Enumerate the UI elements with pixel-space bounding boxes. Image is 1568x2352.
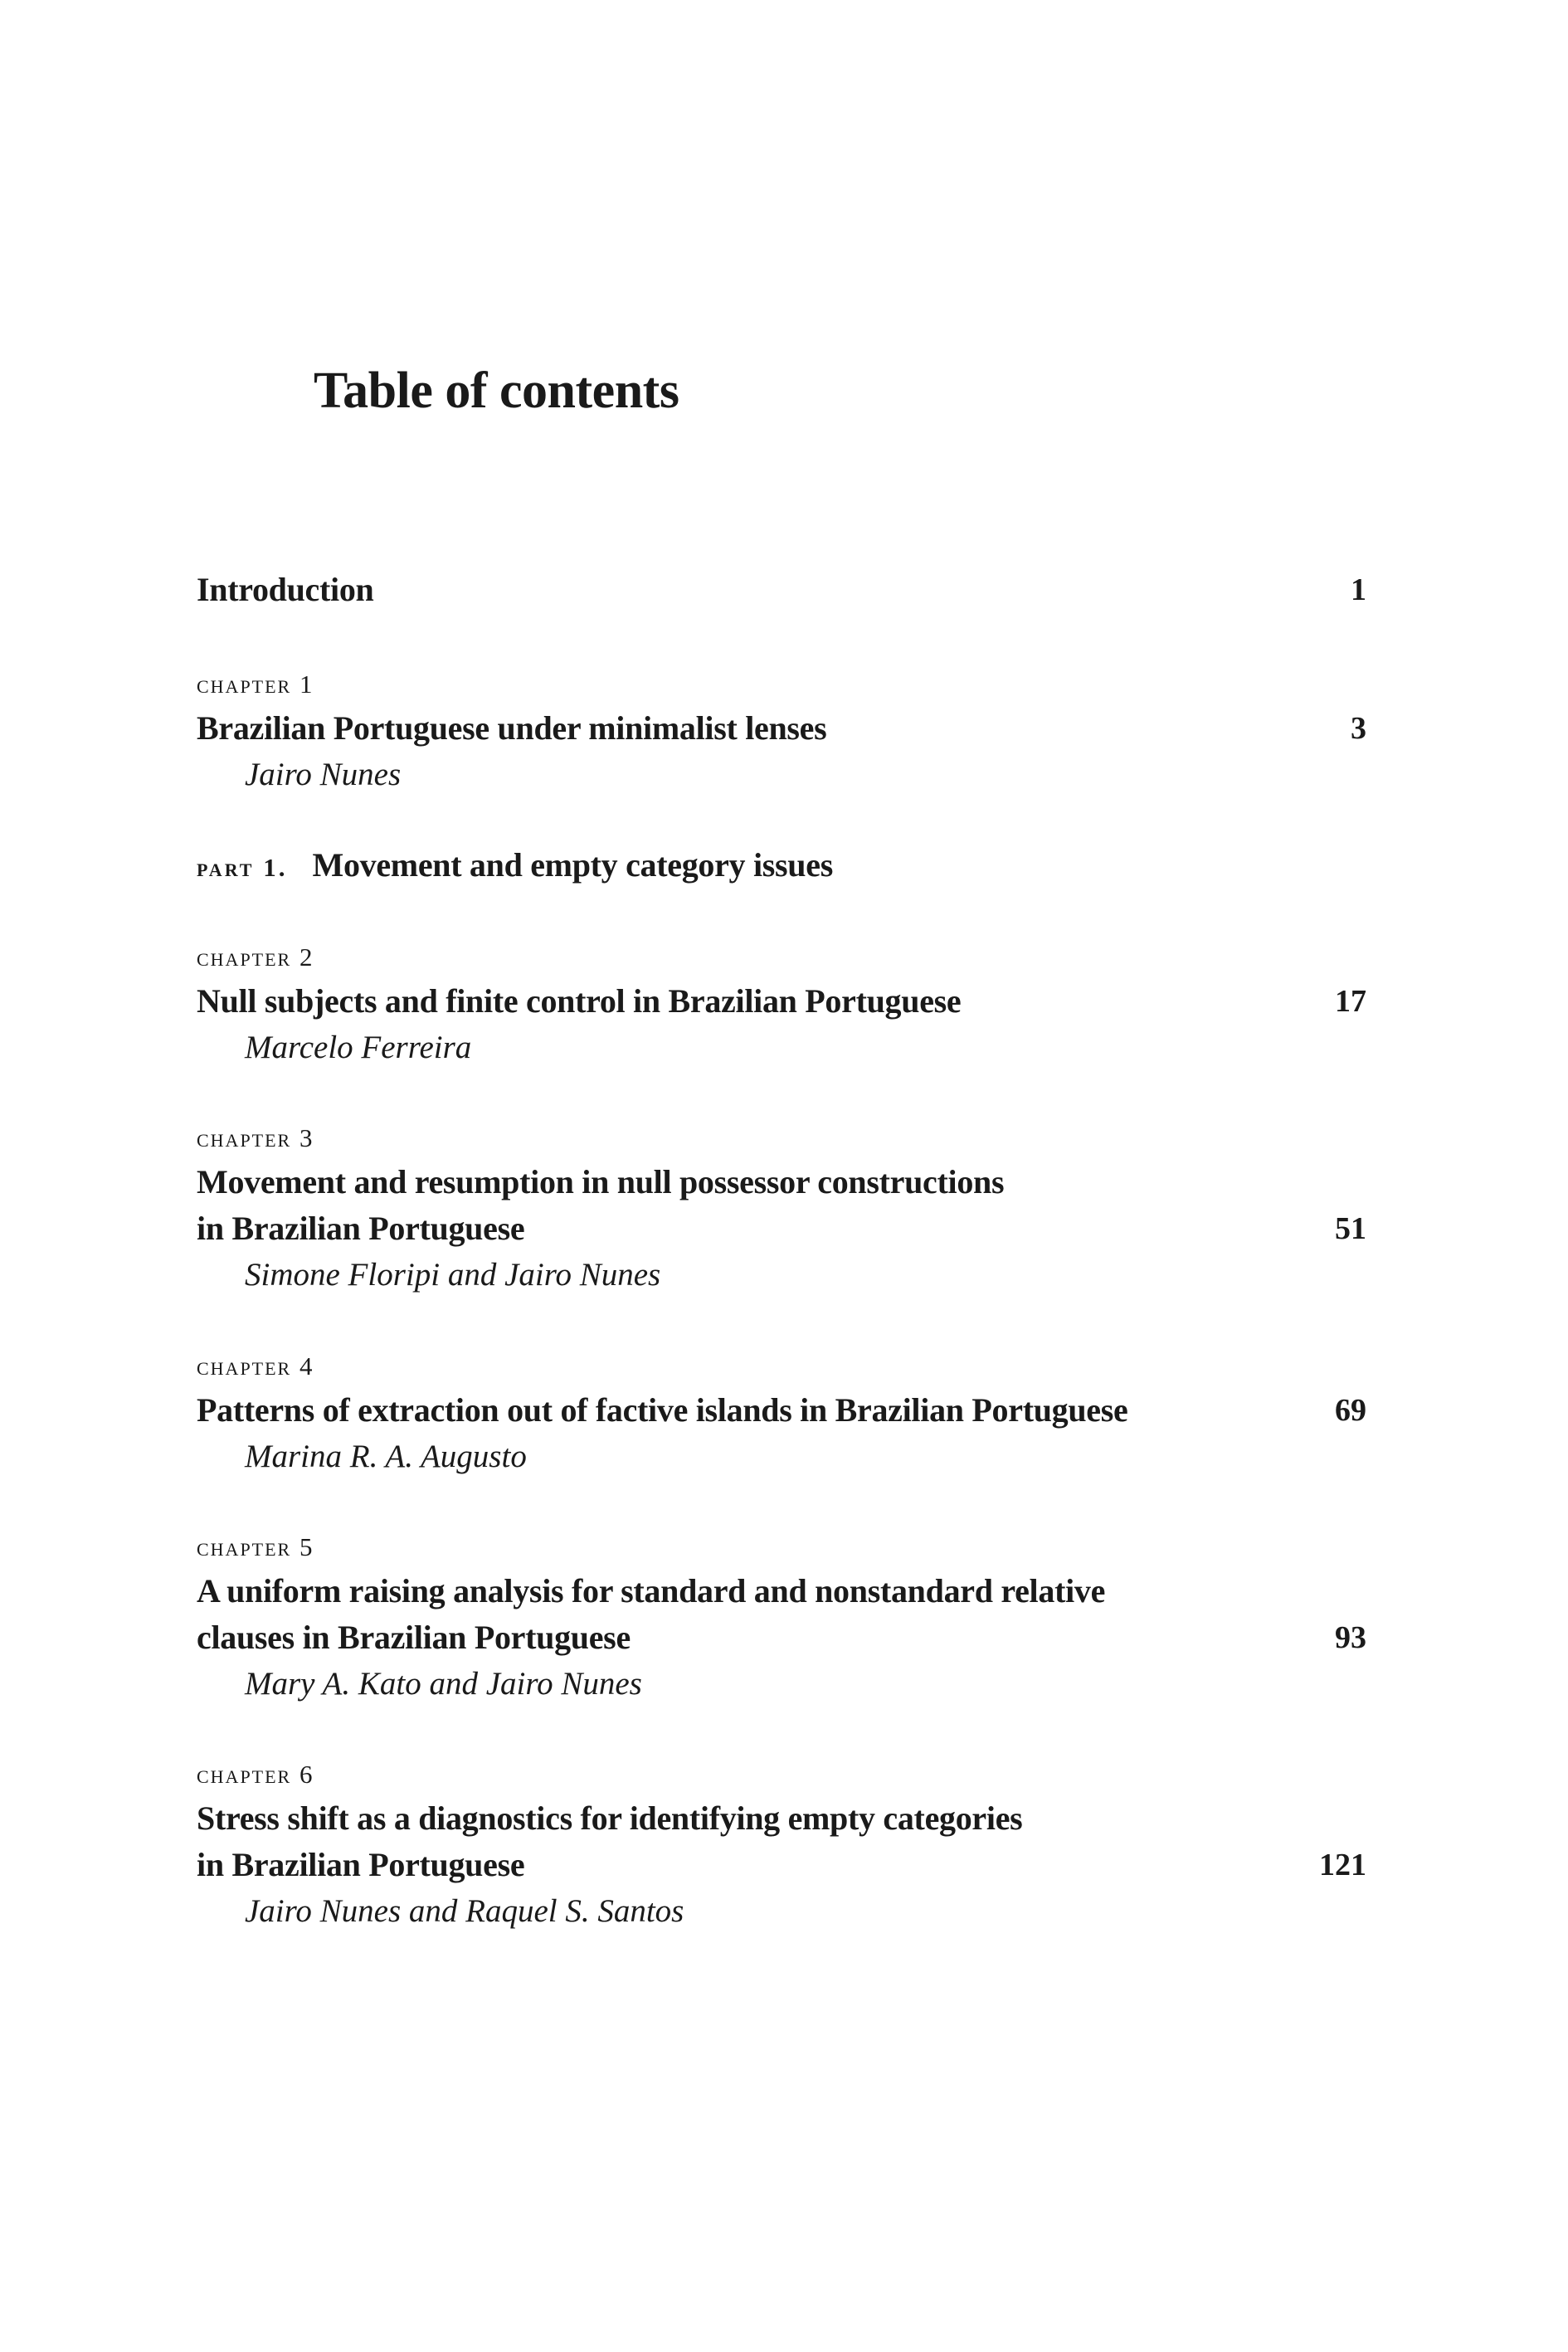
- toc-entry-introduction: [197, 567, 1366, 613]
- entry-author: Marcelo Ferreira: [245, 1030, 472, 1065]
- toc-entry-chapter-4: [197, 1346, 1366, 1480]
- page-number: 51: [1335, 1211, 1366, 1246]
- chapter-label: chapter 1: [197, 670, 314, 699]
- page-number: 93: [1335, 1620, 1366, 1655]
- toc-entry-chapter-3: [197, 1118, 1366, 1298]
- page-title: Table of contents: [314, 363, 679, 419]
- entry-title-line-2: clauses in Brazilian Portuguese: [197, 1619, 631, 1656]
- entry-title-line-1: Movement and resumption in null possessor constructions: [197, 1163, 1005, 1200]
- toc-entry-chapter-6: [197, 1754, 1366, 1935]
- entry-author: Simone Floripi and Jairo Nunes: [245, 1257, 661, 1293]
- chapter-label: chapter 4: [197, 1351, 314, 1381]
- toc-entry-chapter-2: [197, 937, 1366, 1071]
- entry-author: Marina R. A. Augusto: [245, 1439, 527, 1474]
- page-number: 1: [1351, 572, 1366, 607]
- page-number: 121: [1319, 1848, 1366, 1882]
- entry-title-line-2: in Brazilian Portuguese: [197, 1210, 525, 1247]
- toc-part-1: [197, 840, 1366, 890]
- entry-author: Jairo Nunes: [245, 757, 402, 792]
- entry-author: Jairo Nunes and Raquel S. Santos: [245, 1893, 684, 1929]
- part-label: part 1.: [197, 853, 288, 882]
- entry-title-line-1: Stress shift as a diagnostics for identifying empty categories: [197, 1799, 1023, 1837]
- chapter-label: chapter 3: [197, 1123, 314, 1152]
- page-number: 69: [1335, 1393, 1366, 1428]
- entry-author: Mary A. Kato and Jairo Nunes: [245, 1666, 642, 1702]
- toc-entry-chapter-5: [197, 1527, 1366, 1707]
- chapter-label: chapter 2: [197, 942, 314, 971]
- part-title: Movement and empty category issues: [312, 846, 833, 884]
- entry-title-line-1: A uniform raising analysis for standard and nonstandard relative: [197, 1572, 1106, 1609]
- entry-title: Introduction: [197, 571, 374, 608]
- page-number: 17: [1335, 984, 1366, 1019]
- entry-title: Null subjects and finite control in Brazilian Portuguese: [197, 982, 962, 1020]
- entry-title: Brazilian Portuguese under minimalist lenses: [197, 709, 827, 747]
- entry-title: Patterns of extraction out of factive islands in Brazilian Portuguese: [197, 1391, 1128, 1429]
- chapter-label: chapter 5: [197, 1532, 314, 1561]
- toc-entry-chapter-1: [197, 664, 1366, 798]
- chapter-label: chapter 6: [197, 1760, 314, 1789]
- entry-title-line-2: in Brazilian Portuguese: [197, 1846, 525, 1883]
- page-number: 3: [1351, 711, 1366, 746]
